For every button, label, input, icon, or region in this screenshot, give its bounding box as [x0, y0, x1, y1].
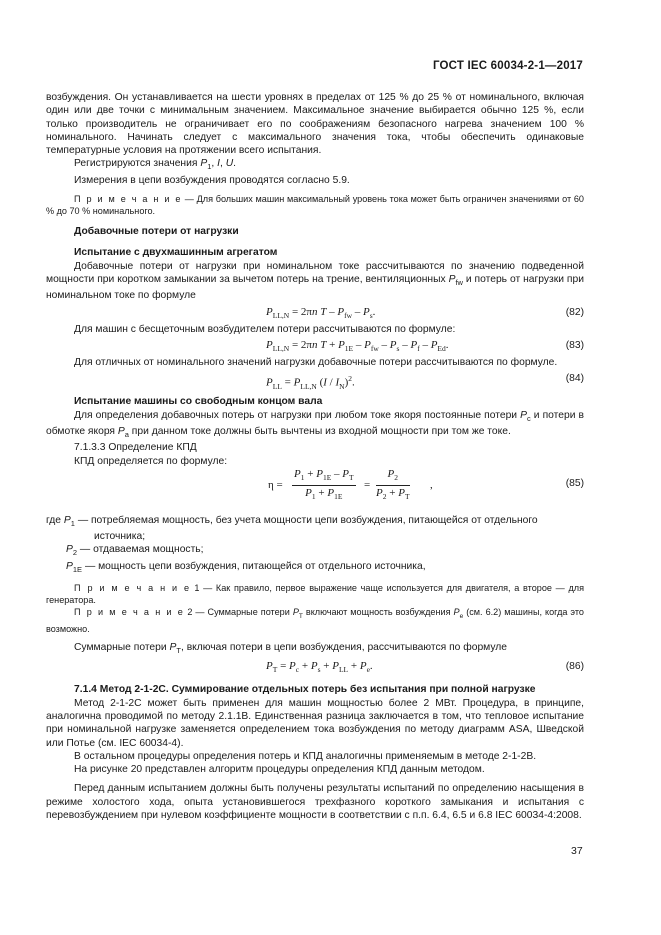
note: П р и м е ч а н и е — Для больших машин максимальный уровень тока может быть ограничен значениями от 60 % до 70 % номинального. [46, 194, 584, 217]
formula-86: $P_T = P_c + P_s + P_{LL} + P_e$. (86) [266, 660, 584, 675]
paragraph: возбуждения. Он устанавливается на шести уровнях в пределах от 125 % до 25 % от номинального, включая один или две точки с минимальным значением. Максимальное значение выбирается обычно 125 %, если только производитель не ограничивает его по соображениям безопасного нагрева значением 100 % номинального. Начинать следует с максимального значения тока, чтобы обеспечить одинаковые температурные условия на протяжении всего испытания. [46, 92, 584, 157]
section-heading: 7.1.4 Метод 2-1-2С. Суммирование отдельных потерь без испытания при полной нагрузке [74, 684, 536, 696]
formula-82: $P_{LL,N} = 2\pi n$ T – $P_{fw} - P_s$. (82) [266, 305, 584, 320]
paragraph: Метод 2-1-2С может быть применен для машин мощностью более 2 МВт. Процедура, в принципе, аналогична проводимой по методу 2.1.1В. Единственная разница заключается в том, что тепловое испытание при номинальной нагрузке заменяется определением тока возбуждения по методу диаграмм ASA, Шведской или Потье (см. IEC 60034-4). [46, 697, 584, 749]
definition: где $P_1$ — потребляемая мощность, без учета мощности цепи возбуждения, питающейся от отдельного [46, 514, 538, 528]
formula-84: $P_{LL} = P_{LL,N}$ $(I / I_N)^2$. (84) [266, 373, 584, 392]
paragraph: Для определения добавочных потерь от нагрузки при любом токе якоря постоянные потери $P_c$ и потери в обмотке якоря $P_a$ при данном токе должны быть вычтены из входной мощности при том же токе. [46, 409, 585, 439]
page-number: 37 [571, 845, 583, 857]
paragraph: В остальном процедуры определения потерь и КПД аналогичны применяемым в методе 2-1-2В. [74, 750, 537, 762]
note: П р и м е ч а н и е 1 — Как правило, первое выражение чаще используется для двигателя, а второе — для генератора. [46, 583, 585, 606]
definition: $P_2$ — отдаваемая мощность; [66, 544, 204, 558]
paragraph: Для машин с бесщеточным возбудителем потери рассчитываются по формуле: [74, 323, 456, 335]
paragraph: Для отличных от номинального значений нагрузки добавочные потери рассчитываются по формуле. [74, 356, 558, 368]
section-heading: Испытание с двухмашинным агрегатом [74, 247, 278, 259]
definition-list [46, 514, 584, 576]
standard-header: ГОСТ IEC 60034-2-1—2017 [432, 60, 583, 72]
paragraph: Суммарные потери $P_T$, включая потери в цепи возбуждения, рассчитываются по формуле [74, 641, 508, 656]
paragraph: На рисунке 20 представлен алгоритм процедуры определения КПД данным методом. [74, 764, 485, 776]
paragraph: Перед данным испытанием должны быть получены результаты испытаний по определению насыщения в режиме холостого хода, опыта установившегося трехфазного короткого замыкания и испытания с перевозбуждением при нулевом коэффициенте мощности в соответствии с п.п. 6.4, 6.5 и 6.8 IEC 60034-4:2008. [46, 783, 584, 821]
definition: $P_{1E}$ — мощность цепи возбуждения, питающейся от отдельного источника, [66, 560, 426, 574]
subsection-title: 7.1.3.3 Определение КПД [74, 442, 197, 454]
page-content [46, 91, 584, 822]
formula-83: $P_{LL,N} = 2\pi n$ $T + P_{1E} - P_{fw} - P_s - P_f - P_{Ed}$. (83) [266, 338, 584, 354]
definition-continuation: источника; [94, 531, 146, 543]
paragraph: КПД определяется по формуле: [74, 455, 228, 467]
formula-85: η = $P_1 + P_{1E} - P_T$ $P_1 + P_{1E}$ = $P_2$ $P_2 + P_T$ , (85) [268, 467, 584, 502]
paragraph: Добавочные потери от нагрузки при номинальном токе рассчитываются по значению подведенной мощности при коротком замыкании за вычетом потерь на трение, вентиляционных $P_{fw}$ и потерь от нагрузки при номинальном токе по формуле [46, 260, 584, 302]
section-heading: Испытание машины со свободным концом вала [74, 396, 323, 408]
paragraph: Измерения в цепи возбуждения проводятся согласно 5.9. [74, 174, 350, 186]
note: П р и м е ч а н и е 2 — Суммарные потери $P_T$ включают мощность возбуждения $P_e$ (см. 6.2) машины, когда это возможно. [46, 607, 584, 634]
section-heading: Добавочные потери от нагрузки [74, 226, 239, 238]
paragraph: Регистрируются значения $P_1$, I, U. [74, 158, 237, 172]
